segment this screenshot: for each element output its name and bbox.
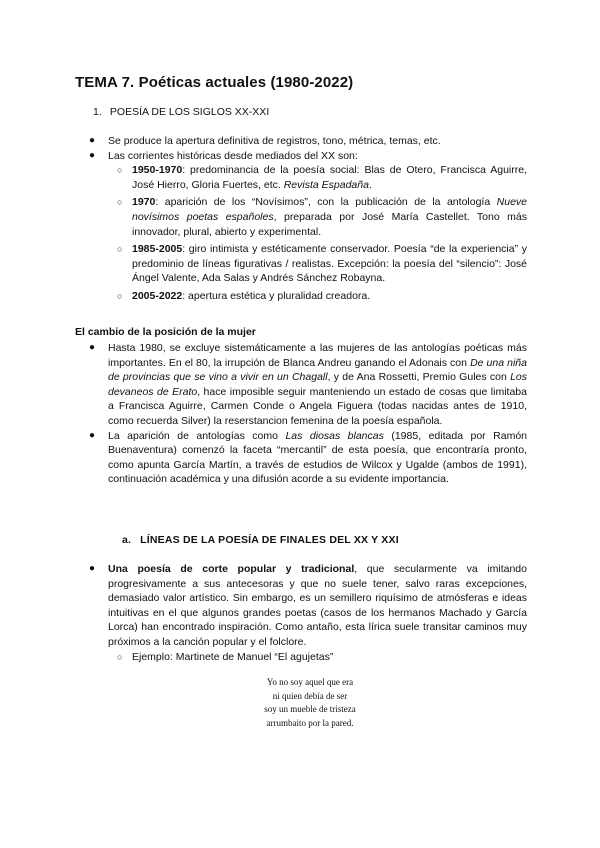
intro-block <box>75 134 527 304</box>
circle-bullet-icon: ○ <box>117 651 123 662</box>
circle-bullet-icon: ○ <box>117 290 123 301</box>
poem-excerpt <box>250 676 370 730</box>
period-item: ○ 1985-2005: giro intimista y estéticamente conservador. Poesía “de la experiencia” y predominio de líneas figurativas / realistas. Excepción: la poesía del “silencio”: José Ángel Valente, Ada Salas y Andrés Sánchez Robayna. <box>117 243 527 285</box>
poem-line: soy un mueble de tristeza <box>264 704 356 714</box>
women-list <box>75 341 527 487</box>
circle-bullet-icon: ○ <box>117 197 123 208</box>
bullet-icon: ● <box>89 429 96 441</box>
poem-line: ni quien debía de ser <box>272 690 348 701</box>
period-item: ○ 2005-2022: apertura estética y pluralidad creadora. <box>117 289 371 302</box>
example-item: ○ Ejemplo: Martinete de Manuel “El agujetas” <box>117 650 334 663</box>
list-item: ● Una poesía de corte popular y tradicional, que secularmente va imitando progresivamente a sus antecesoras y que no suele tener, salvo raras excepciones, demasiado valor artístico. Sin embargo, es un semillero riquísimo de atmósferas e ideas intuitivas en el que algunos grandes poetas (casos de los hermanos Machado y García Lorca) han encontrado inspiración. Como antaño, esta lírica suele transitar caminos muy próximos a la canción popular y el folclore. <box>89 563 527 648</box>
section-title: LÍNEAS DE LA POESÍA DE FINALES DEL XX Y XXI <box>140 534 399 546</box>
circle-bullet-icon: ○ <box>117 165 123 176</box>
section-number: 1. <box>93 106 102 118</box>
section-1-heading <box>93 106 269 118</box>
bullet-icon: ● <box>89 563 96 574</box>
list-item: ● Las corrientes históricas desde mediados del XX son: <box>89 149 358 162</box>
poem-line: Yo no soy aquel que era <box>266 677 354 687</box>
bullet-icon: ● <box>89 342 96 353</box>
example-list <box>75 650 527 665</box>
bullet-icon: ● <box>89 135 96 146</box>
women-block <box>75 341 527 487</box>
list-item: ● La aparición de antologías como Las diosas blancas (1985, editada por Ramón Buenaventura) comenzó la faceta “mercantil” de esta poesía, que encontraría pronto, como apunta García Martín, a través de estudios de Wilcox y Ugalde (ambos de 1991), continuación académica y una difusión acorde a su evidente importancia. <box>89 429 527 486</box>
section-title: POESÍA DE LOS SIGLOS XX-XXI <box>109 106 270 118</box>
section-a-heading <box>122 534 399 546</box>
list-item: ● Hasta 1980, se excluye sistemáticamente a las mujeres de las antologías poéticas más importantes. En el 80, la irrupción de Blanca Andreu ganando el Adonais con De una niña de provincias que se vino a vivir en un Chagall, y de Ana Rossetti, Premio Gules con Los devaneos de Erato, hace imposible seguir manteniendo un estado de cosas que limitaba a Francisca Aguirre, Carmen Conde o Angela Figuera (todas nacidas antes de 1910, como recuerda Silver) la reserstancion femenina de la poesía española. <box>89 342 527 427</box>
period-item: ○ 1950-1970: predominancia de la poesía social: Blas de Otero, Francisca Aguirre, José Hierro, Gloria Fuertes, etc. Revista Espadaña. <box>117 164 527 191</box>
popular-list <box>75 562 527 650</box>
bullet-icon: ● <box>89 149 96 161</box>
circle-bullet-icon: ○ <box>117 244 123 255</box>
periods-list <box>75 163 527 303</box>
period-item: ○ 1970: aparición de los “Novísimos”, con la publicación de la antología Nueve novísimos poetas españoles, preparada por José María Castellet. Tono más innovador, plural, abierto y experimental. <box>117 196 527 238</box>
list-item: ● Se produce la apertura definitiva de registros, tono, métrica, temas, etc. <box>89 135 441 147</box>
section-letter: a. <box>122 534 132 546</box>
intro-list <box>75 134 527 163</box>
women-heading: El cambio de la posición de la mujer <box>75 326 256 338</box>
popular-block <box>75 562 527 664</box>
document-title: TEMA 7. Poéticas actuales (1980-2022) <box>75 74 354 91</box>
poem-line: arrumbaito por la pared. <box>266 717 354 728</box>
